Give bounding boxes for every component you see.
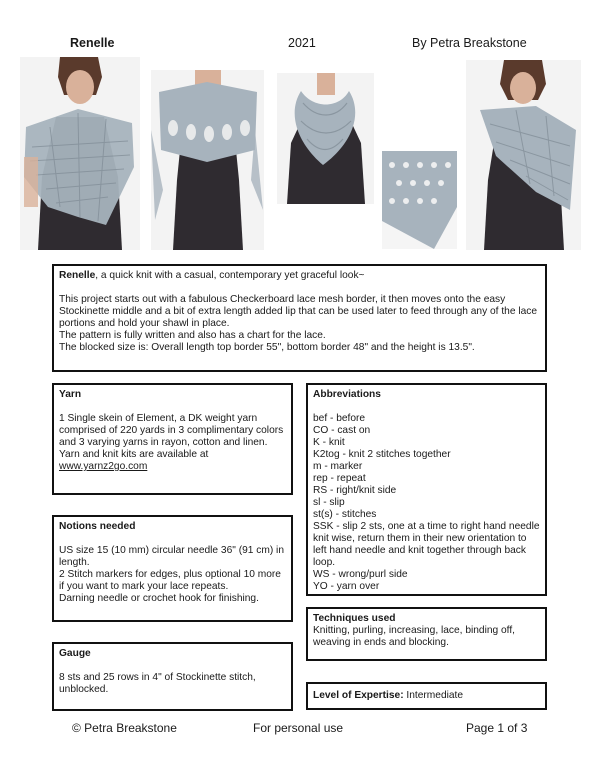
intro-blocked-size: The blocked size is: Overall length top border 55", bottom border 48" and the height is 13.5". — [59, 342, 475, 353]
techniques-box — [306, 607, 547, 661]
abbreviation-item: K - knit — [313, 437, 345, 448]
abbreviation-item: rep - repeat — [313, 473, 366, 484]
abbreviation-item: RS - right/knit side — [313, 485, 397, 496]
photo-shawl-draped-front — [20, 57, 140, 250]
yarn-box — [52, 383, 293, 495]
photo-shawl-side-drape — [466, 60, 581, 250]
pattern-title: Renelle — [70, 36, 115, 50]
intro-chart-note: The pattern is fully written and also has a chart for the lace. — [59, 330, 326, 341]
photo-lace-detail — [382, 151, 457, 249]
pattern-year: 2021 — [288, 36, 316, 50]
gauge-text: 8 sts and 25 rows in 4" of Stockinette stitch, unblocked. — [59, 672, 256, 695]
abbreviation-item: sl - slip — [313, 497, 345, 508]
intro-tagline-line — [59, 270, 540, 282]
abbreviation-item: SSK - slip 2 sts, one at a time to right hand needle knit wise, return them in their new orientation to left hand needle and knit together through back loop. — [313, 521, 540, 568]
abbreviations-heading: Abbreviations — [313, 389, 381, 400]
notions-darning: Darning needle or crochet hook for finishing. — [59, 593, 259, 604]
notions-heading: Notions needed — [59, 521, 136, 532]
photo-shawl-as-cowl — [277, 73, 374, 204]
notions-markers: 2 Stitch markers for edges, plus optional 10 more if you want to mark your lace repeats. — [59, 569, 281, 592]
intro-description: This project starts out with a fabulous Checkerboard lace mesh border, it then moves onto the easy Stockinette middle and a bit of extra length added lip that can be used later to feed through any of the lace portions and hold your shawl in place. — [59, 294, 538, 329]
intro-tagline: , a quick knit with a casual, contemporary yet graceful look~ — [95, 270, 365, 281]
expertise-box — [306, 682, 547, 710]
abbreviation-item: YO - yarn over — [313, 581, 380, 592]
abbreviations-box — [306, 383, 547, 596]
notions-box — [52, 515, 293, 622]
techniques-text: Knitting, purling, increasing, lace, binding off, weaving in ends and blocking. — [313, 625, 515, 648]
notions-needle: US size 15 (10 mm) circular needle 36" (91 cm) in length. — [59, 545, 284, 568]
yarn-shop-link[interactable]: www.yarnz2go.com — [59, 461, 148, 472]
expertise-value: Intermediate — [403, 690, 464, 701]
abbreviations-list — [313, 413, 540, 593]
yarn-heading: Yarn — [59, 389, 82, 400]
footer-usage-note: For personal use — [253, 721, 344, 735]
yarn-kits-note: Yarn and knit kits are available at — [59, 449, 209, 460]
abbreviation-item: WS - wrong/purl side — [313, 569, 408, 580]
abbreviation-item: bef - before — [313, 413, 366, 424]
photo-shawl-on-shoulders — [151, 70, 264, 250]
footer-page-number: Page 1 of 3 — [466, 721, 528, 735]
intro-pattern-name: Renelle — [59, 270, 96, 281]
techniques-heading: Techniques used — [313, 613, 396, 624]
abbreviation-item: K2tog - knit 2 stitches together — [313, 449, 451, 460]
yarn-description: 1 Single skein of Element, a DK weight yarn comprised of 220 yards in 3 complimentary colors and 3 varying yarns in rayon, cotton and linen. — [59, 413, 284, 448]
abbreviation-item: CO - cast on — [313, 425, 371, 436]
gauge-heading: Gauge — [59, 648, 91, 659]
abbreviation-item: m - marker — [313, 461, 363, 472]
footer-copyright: © Petra Breakstone — [72, 721, 177, 735]
intro-box — [52, 264, 547, 372]
page-header — [0, 36, 600, 54]
expertise-label: Level of Expertise: — [313, 690, 404, 701]
gauge-box — [52, 642, 293, 711]
pattern-author: By Petra Breakstone — [412, 36, 527, 50]
abbreviation-item: st(s) - stitches — [313, 509, 377, 520]
